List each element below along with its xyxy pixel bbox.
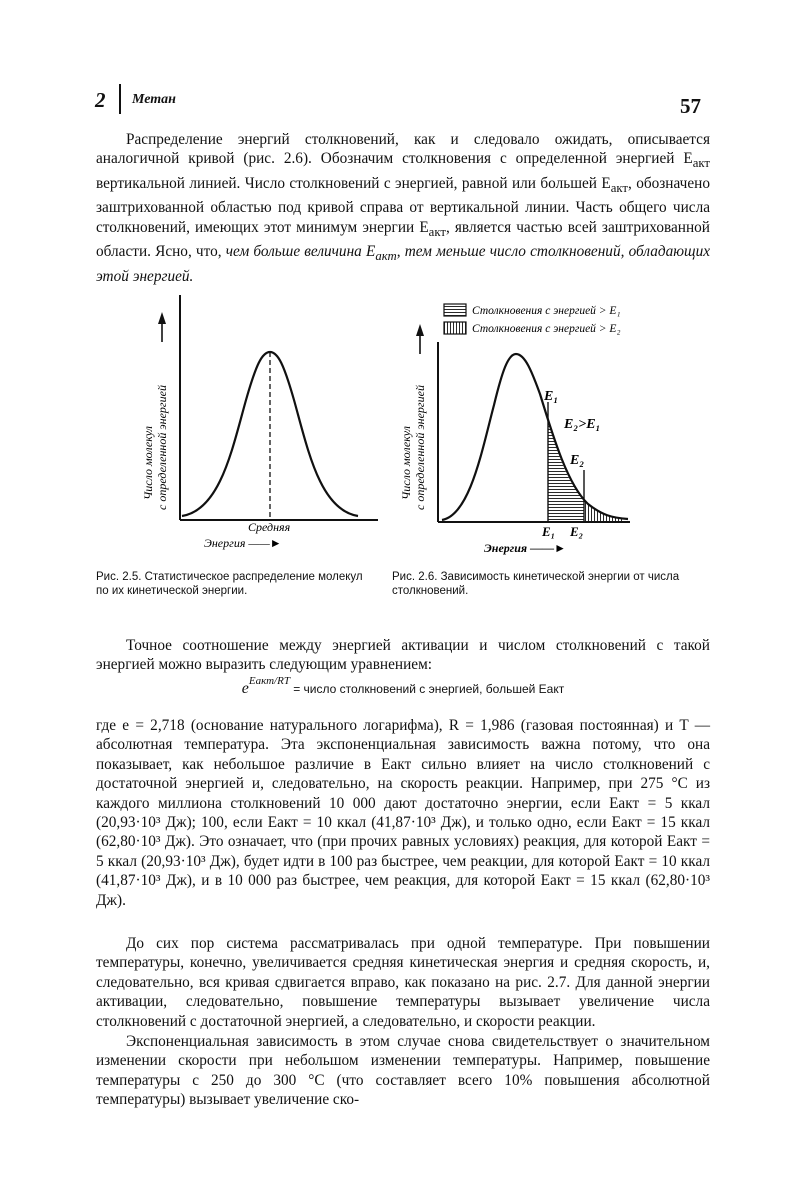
y-label-2: с определенной энергией (155, 385, 169, 510)
header-divider (119, 84, 121, 114)
equation (96, 675, 710, 698)
equation-rhs: = число столкновений с энергией, большей Eакт (293, 682, 565, 696)
figure-2-6 (398, 290, 698, 560)
equation-exponent: Eакт/RT (248, 675, 290, 687)
legend-swatch-horizontal (444, 304, 466, 316)
caption-fig-2-6: Рис. 2.6. Зависимость кинетической энергии от числа столкновений. (392, 571, 680, 597)
paragraph-exponential: где e = 2,718 (основание натурального логарифма), R = 1,986 (газовая постоянная) и T — абсолютная температура. Эта экспоненциальная зависимость важна потому, что она показывает, как небольшое различие в Eакт сильно влияет на число столкновений с достаточной энергией и, следовательно, на скорость реакции. Например, при 275 °C из каждого миллиона столкновений 10 000 дают достаточно энергии, если Eакт = 5 ккал (20,93·10³ Дж); 100, если Eакт = 10 ккал (41,87·10³ Дж), и только одно, если Eакт = 15 ккал (62,80·10³ Дж). Это означает, что (при прочих равных условиях) реакция, для которой Eакт = 5 ккал (20,93·10³ Дж), будет идти в 100 раз быстрее, чем реакции, для которой Eакт = 10 ккал (41,87·10³ Дж), и в 10 000 раз быстрее, чем реакция, для которой Eакт = 15 ккал (62,80·10³ Дж). (96, 717, 710, 909)
e1-curve-label: E₁ (544, 389, 559, 404)
e1-axis-label: E₁ (542, 524, 556, 539)
comparison-label: E₂>E₁ (564, 417, 601, 432)
paragraph-temperature: До сих пор система рассматривалась при одной температуре. При повышении температуры, конечно, увеличивается средняя кинетическая энергия и средняя скорость, и, следовательно, вся кривая сдвигается вправо, как показано на рис. 2.7. Для данной энергии активации, следовательно, повышение температуры вызывает увеличение числа столкновений с достаточной энергией, а следовательно, и скорости реакции. (96, 935, 710, 1030)
e2-axis-label: E₂ (570, 524, 584, 539)
legend-item-2: Столкновения с энергией > E₂ (472, 323, 621, 335)
figure-2-5 (140, 290, 380, 560)
caption-fig-2-5: Рис. 2.5. Статистическое распределение молекул по их кинетической энергии. (96, 571, 363, 597)
x-label: Энергия ——► (484, 541, 566, 555)
page-number: 57 (680, 94, 701, 118)
y-arrow-head (158, 312, 166, 324)
legend-item-1: Столкновения с энергией > E₁ (472, 305, 621, 317)
paragraph-intro: Распределение энергий столкновений, как и следовало ожидать, описывается аналогичной кривой (рис. 2.6). Обозначим столкновения с определенной энергией $E_{акт}$ вертикальной линией. Число столкновений с энергией, равной или большей $E_{акт}$, обозначено заштрихованной областью под кривой справа от вертикальной линии. Часть общего числа столкновений, имеющих этот минимум энергии $E_{акт}$, является частью всей заштрихованной области. Ясно, что, чем больше величина $E_{акт}$, тем меньше число столкновений, обладающих этой энергией. (96, 131, 711, 285)
y-label-1: Число молекул (141, 425, 155, 500)
paragraph-rate-change: Экспоненциальная зависимость в этом случае снова свидетельствует о значительном изменении скорости при небольшом изменении температуры. Например, повышение температуры с 250 до 300 °C (что составляет всего 10% повышения абсолютной температуры) вызывает увеличение ско- (96, 1033, 710, 1109)
equation-base: e (241, 680, 249, 697)
collision-curve (442, 354, 628, 520)
legend-swatch-vertical (444, 322, 466, 334)
chapter-title: Метан (132, 92, 176, 107)
x-label: Энергия ——► (204, 536, 282, 550)
chapter-number: 2 (95, 88, 106, 112)
paragraph-equation-intro: Точное соотношение между энергией активации и числом столкновений с такой энергией можно выразить следующим уравнением: (96, 637, 710, 674)
y-arrow-head (416, 324, 424, 336)
e2-curve-label: E₂ (570, 453, 585, 468)
mean-label: Средняя (248, 520, 291, 534)
y-label-2: с определенной энергией (413, 385, 427, 510)
y-label-1: Число молекул (399, 425, 413, 500)
